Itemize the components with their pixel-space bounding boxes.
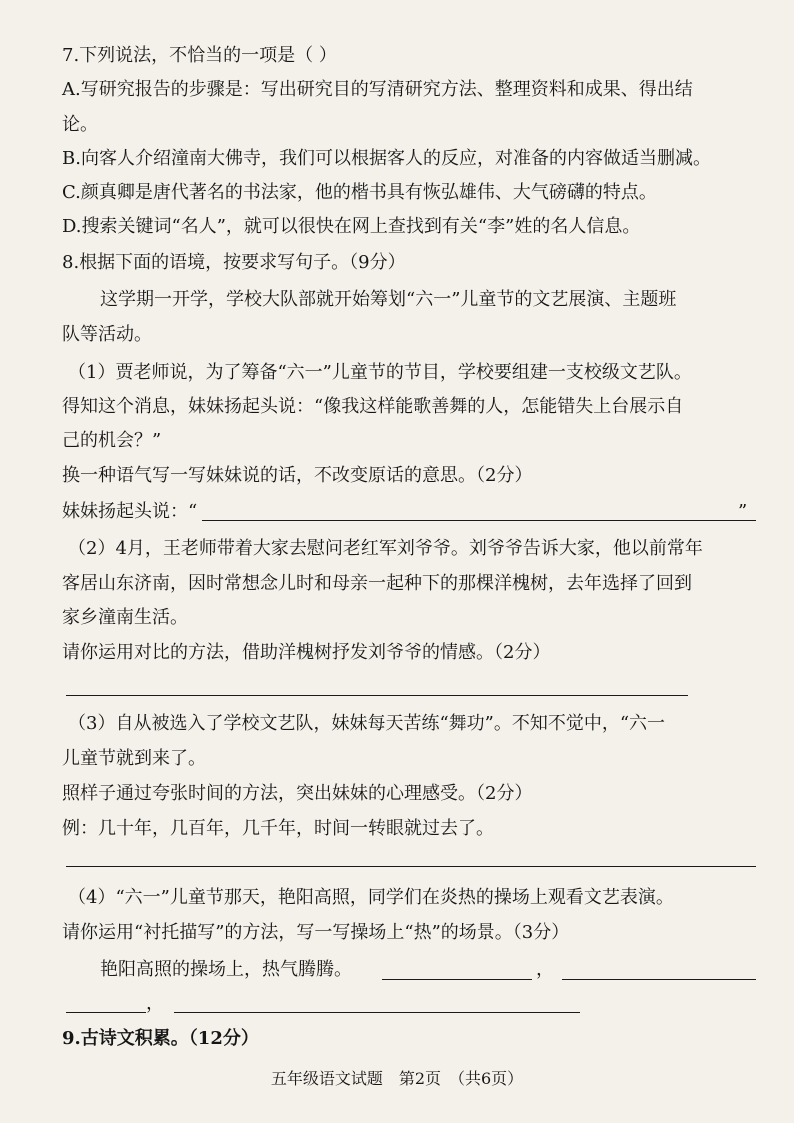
subquestion-3-line2: 儿童节就到来了。 [62,748,206,769]
option-d: D.搜索关键词“名人”，就可以很快在网上查找到有关“李”姓的名人信息。 [62,216,641,237]
option-c: C.颜真卿是唐代著名的书法家，他的楷书具有恢弘雄伟、大气磅礴的特点。 [62,182,657,203]
subquestion-2-line3: 家乡潼南生活。 [62,607,188,628]
answer-blank-1[interactable] [202,520,756,521]
subquestion-4-line1: （4）“六一”儿童节那天，艳阳高照，同学们在炎热的操场上观看文艺表演。 [68,887,674,908]
option-b: B.向客人介绍潼南大佛寺，我们可以根据客人的反应，对准备的内容做适当删减。 [62,148,711,169]
subquestion-4-answer-lead: 艳阳高照的操场上，热气腾腾。 [100,959,352,980]
option-a-line2: 论。 [62,114,98,135]
subquestion-2-instruction: 请你运用对比的方法，借助洋槐树抒发刘爷爷的情感。（2分） [62,642,551,663]
subquestion-1-answer-prefix: 妹妹扬起头说：“ [62,501,198,522]
subquestion-3-example: 例：几十年，几百年，几千年，时间一转眼就过去了。 [62,818,494,839]
answer-blank-4b[interactable] [562,979,756,980]
answer-blank-2[interactable] [66,695,688,696]
answer-blank-4d[interactable] [174,1012,580,1013]
subquestion-2-line1: （2）4月，王老师带着大家去慰问老红军刘爷爷。刘爷爷告诉大家，他以前常年 [68,538,703,559]
answer-blank-4a[interactable] [382,979,532,980]
subquestion-1-line1: （1）贾老师说，为了筹备“六一”儿童节的节目，学校要组建一支校级文艺队。 [68,362,692,383]
subquestion-4-comma-2: ， [146,993,164,1014]
page-footer: 五年级语文试题 第2页 （共6页） [270,1069,524,1088]
question-7: 7.下列说法，不恰当的一项是（ ） [62,45,337,66]
subquestion-1-line3: 己的机会？” [62,430,162,451]
subquestion-1-answer-suffix: ” [738,501,748,522]
subquestion-3-instruction: 照样子通过夸张时间的方法，突出妹妹的心理感受。（2分） [62,783,533,804]
question-9: 9.古诗文积累。（12分） [62,1028,259,1049]
answer-blank-3[interactable] [66,866,756,867]
question-8-context-line2: 队等活动。 [62,324,152,345]
subquestion-3-line1: （3）自从被选入了学校文艺队，妹妹每天苦练“舞功”。不知不觉中，“六一 [68,713,666,734]
question-8: 8.根据下面的语境，按要求写句子。（9分） [62,252,406,273]
subquestion-1-instruction: 换一种语气写一写妹妹说的话，不改变原话的意思。（2分） [62,465,533,486]
question-8-context-line1: 这学期一开学，学校大队部就开始筹划“六一”儿童节的文艺展演、主题班 [100,289,677,310]
subquestion-1-line2: 得知这个消息，妹妹扬起头说：“像我这样能歌善舞的人，怎能错失上台展示自 [62,396,684,417]
subquestion-4-instruction: 请你运用“衬托描写”的方法，写一写操场上“热”的场景。（3分） [62,922,570,943]
answer-blank-4c[interactable] [66,1012,146,1013]
subquestion-2-line2: 客居山东济南，因时常想念儿时和母亲一起种下的那棵洋槐树，去年选择了回到 [62,573,692,594]
option-a-line1: A.写研究报告的步骤是：写出研究目的写清研究方法、整理资料和成果、得出结 [62,79,693,100]
subquestion-4-comma-1: ， [536,959,554,980]
